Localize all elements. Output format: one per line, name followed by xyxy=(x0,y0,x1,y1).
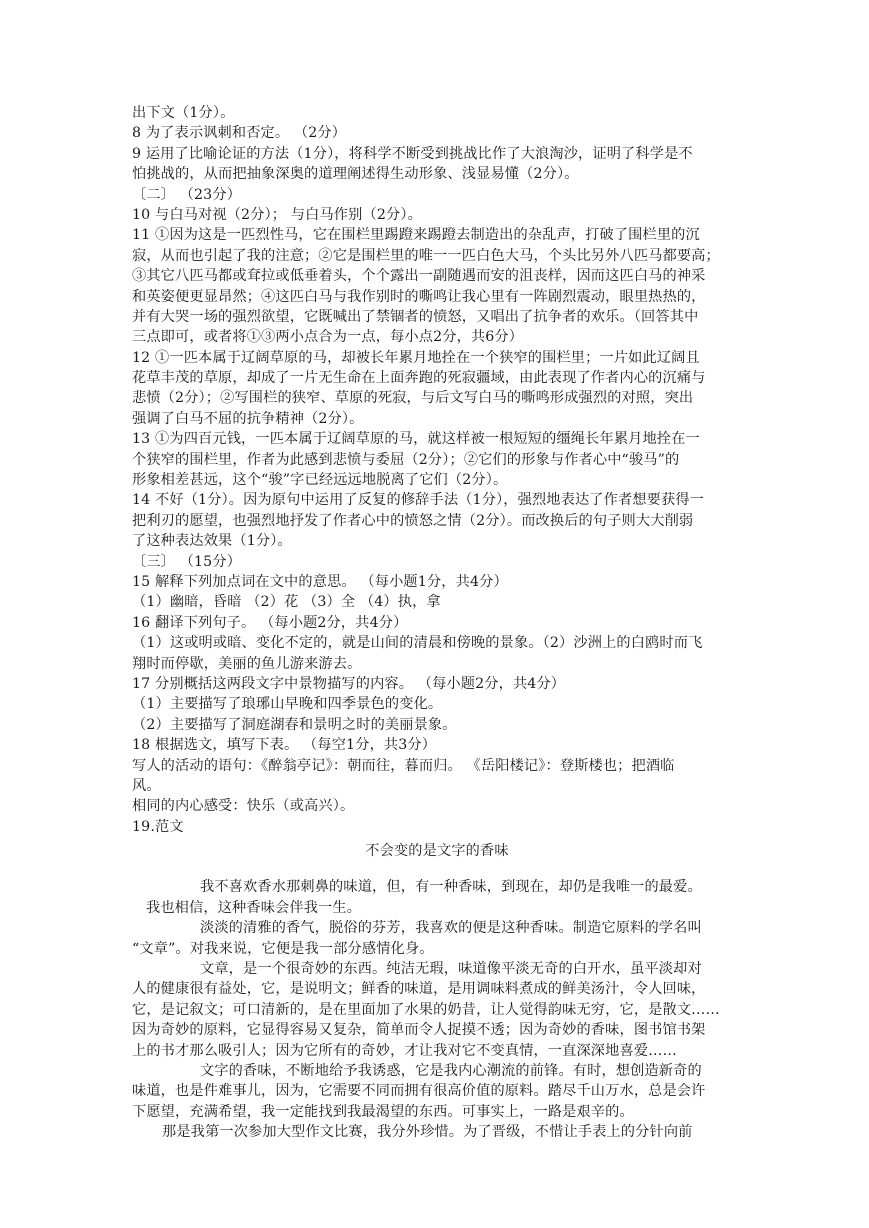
text-line: 风。 xyxy=(132,777,161,794)
text-line: （2）主要描写了洞庭湖春和景明之时的美丽景象。 xyxy=(132,716,457,733)
text-line: 12 ①一匹本属于辽阔草原的马，却被长年累月地拴在一个狭窄的围栏里；一片如此辽阔且 xyxy=(132,349,700,366)
text-line: 16 翻译下列句子。 （每小题2分，共4分） xyxy=(132,614,408,631)
text-line: 怕挑战的，从而把抽象深奥的道理阐述得生动形象、浅显易懂（2分）。 xyxy=(132,166,579,183)
text-line: 寂，从而也引起了我的注意；②它是围栏里的唯一一匹白色大马，个头比另外八匹马都要高； xyxy=(132,247,720,264)
text-line: （1）主要描写了琅琊山早晚和四季景色的变化。 xyxy=(132,696,443,713)
text-line: 19.范文 xyxy=(132,818,184,835)
section-heading: 〔三〕 （15分） xyxy=(132,553,242,570)
essay-line: 我也相信，这种香味会伴我一生。 xyxy=(146,899,362,916)
text-line: 14 不好（1分）。因为原句中运用了反复的修辞手法（1分），强烈地表达了作者想要获得一 xyxy=(132,492,704,509)
text-line: （1）这或明或暗、变化不定的，就是山间的清晨和傍晚的景象。（2）沙洲上的白鸥时而飞 xyxy=(132,635,703,652)
text-line: 悲愤（2分）；②写围栏的狭窄、草原的死寂，与后文写白马的嘶鸣形成强烈的对照，突出 xyxy=(132,390,694,407)
essay-title: 不会变的是文字的香味 xyxy=(365,843,509,860)
essay-line: 味道，也是件难事儿，因为，它需要不同而拥有很高价值的原料。踏尽千山万水，总是会许 xyxy=(132,1083,706,1100)
text-line: 并有大哭一场的强烈欲望，它既喊出了禁锢者的愤怒，又唱出了抗争者的欢乐。（回答其中 xyxy=(132,308,699,325)
essay-line: 文字的香味，不断地给予我诱惑，它是我内心潮流的前锋。有时，想创造新奇的 xyxy=(200,1062,702,1079)
text-line: 翔时而停歇，美丽的鱼儿游来游去。 xyxy=(132,655,362,672)
text-line: 写人的活动的语句：《醉翁亭记》：朝而往，暮而归。 《岳阳楼记》：登斯楼也；把酒临 xyxy=(132,757,675,774)
essay-line: 那是我第一次参加大型作文比赛，我分外珍惜。为了晋级，不惜让手表上的分针向前 xyxy=(162,1124,693,1141)
text-line: 9 运用了比喻论证的方法（1分），将科学不断受到挑战比作了大浪淘沙，证明了科学是不 xyxy=(132,145,693,162)
essay-line: 我不喜欢香水那刺鼻的味道，但，有一种香味，到现在，却仍是我唯一的最爱。 xyxy=(200,879,702,896)
text-line: ③其它八匹马都或耷拉或低垂着头，个个露出一副随遇而安的沮丧样，因而这匹白马的神采 xyxy=(132,268,706,285)
section-heading: 〔二〕 （23分） xyxy=(132,186,242,203)
text-line: 和英姿便更显昂然；④这匹白马与我作别时的嘶鸣让我心里有一阵剧烈震动，眼里热热的， xyxy=(132,288,706,305)
text-line: 形象相差甚远，这个“骏”字已经远远地脱离了它们（2分）。 xyxy=(132,472,508,489)
essay-line: 它，是记叙文；可口清新的，是在里面加了水果的奶昔，让人觉得韵味无穷，它，是散文…… xyxy=(132,1001,720,1018)
text-line: 出下文（1分）。 xyxy=(132,105,235,121)
text-line: 三点即可，或者将①③两小点合为一点，每小点2分，共6分） xyxy=(132,329,524,346)
text-line: 强调了白马不屈的抗争精神（2分）。 xyxy=(132,410,364,427)
text-line: 11 ①因为这是一匹烈性马，它在围栏里踢蹬来踢蹬去制造出的杂乱声，打破了围栏里的沉 xyxy=(132,227,700,244)
essay-line: 因为奇妙的原料，它显得容易又复杂，简单而令人捉摸不透；因为奇妙的香味，图书馆书架 xyxy=(132,1022,706,1039)
text-line: 8 为了表示讽刺和否定。 （2分） xyxy=(132,125,347,142)
text-line: （1）幽暗，昏暗 （2）花 （3）全 （4）执，拿 xyxy=(132,594,441,611)
essay-line: 下愿望，充满希望，我一定能找到我最渴望的东西。可事实上，一路是艰辛的。 xyxy=(132,1103,634,1120)
text-line: 把利刃的愿望，也强烈地抒发了作者心中的愤怒之情（2分）。而改换后的句子则大大削弱 xyxy=(132,512,694,529)
text-line: 15 解释下列加点词在文中的意思。 （每小题1分，共4分） xyxy=(132,573,508,590)
essay-line: 文章，是一个很奇妙的东西。纯洁无瑕，味道像平淡无奇的白开水，虽平淡却对 xyxy=(200,961,702,978)
text-line: 相同的内心感受：快乐（或高兴）。 xyxy=(132,798,355,815)
essay-line: 上的书才那么吸引人；因为它所有的奇妙，才让我对它不变真情，一直深深地喜爱…… xyxy=(132,1042,677,1059)
text-line: 个狭窄的围栏里，作者为此感到悲愤与委屈（2分）；②它们的形象与作者心中“骏马”的 xyxy=(132,451,680,468)
text-line: 花草丰茂的草原，却成了一片无生命在上面奔跑的死寂疆域，由此表现了作者内心的沉痛与 xyxy=(132,370,706,387)
text-line: 13 ①为四百元钱，一匹本属于辽阔草原的马，就这样被一根短短的缰绳长年累月地拴在一 xyxy=(132,431,700,448)
text-line: 10 与白马对视（2分）； 与白马作别（2分）。 xyxy=(132,206,422,223)
text-line: 了这种表达效果（1分）。 xyxy=(132,533,292,550)
essay-line: 淡淡的清雅的香气，脱俗的芬芳，我喜欢的便是这种香味。制造它原料的学名叫 xyxy=(200,920,702,937)
essay-line: “文章”。对我来说，它便是我一部分感情化身。 xyxy=(132,940,434,957)
text-line: 18 根据选文，填写下表。 （每空1分，共3分） xyxy=(132,737,437,754)
text-line: 17 分别概括这两段文字中景物描写的内容。 （每小题2分，共4分） xyxy=(132,675,566,692)
essay-line: 人的健康很有益处，它，是说明文；鲜香的味道，是用调味料煮成的鲜美汤汁，令人回味， xyxy=(132,981,706,998)
answer-document xyxy=(132,103,742,1143)
